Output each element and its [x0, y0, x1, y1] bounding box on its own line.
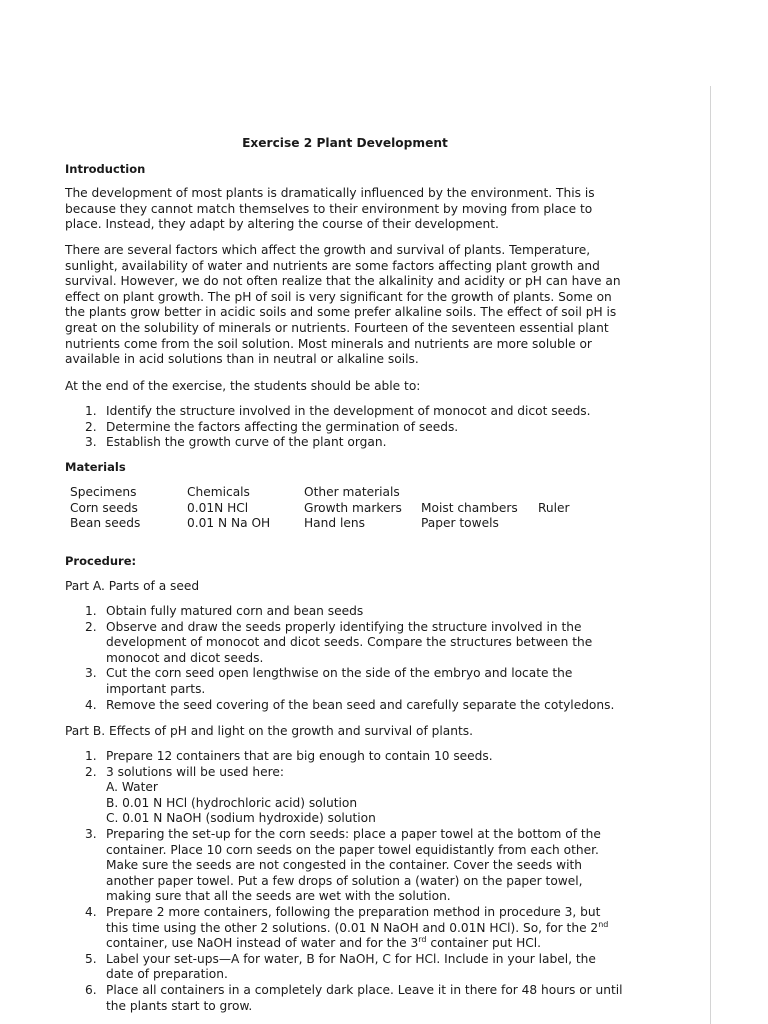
materials-cell: Specimens	[70, 485, 137, 499]
document-title: Exercise 2 Plant Development	[242, 136, 448, 150]
materials-cell	[538, 485, 598, 501]
procedure-step: 2. Observe and draw the seeds properly identifying the structure involved in the development of monocot and dicot seeds. Compare the structures between the monocot and dicot seeds.	[85, 619, 593, 665]
procedure-step: 5. Label your set-ups—A for water, B for NaOH, C for HCl. Include in your label, the date of preparation.	[85, 951, 596, 982]
materials-cell: Bean seeds	[70, 516, 141, 531]
part-b-steps	[65, 749, 625, 1014]
materials-cell: Ruler	[538, 500, 570, 515]
part-a-title: Part A. Parts of a seed	[65, 579, 200, 593]
procedure-step: 2. 3 solutions will be used here: A. Water B. 0.01 N HCl (hydrochloric acid) solution C. 0.01 N NaOH (sodium hydroxide) solution	[65, 765, 625, 827]
part-b-title: Part B. Effects of pH and light on the growth and survival of plants.	[65, 724, 474, 738]
solution-item: A. Water	[106, 780, 158, 795]
introduction-paragraph-2: There are several factors which affect the growth and survival of plants. Temperature, sunlight, availability of water and nutrients are some factors affecting plant growth and survival. However, we do not often realize that the alkalinity and acidity or pH can have an effect on plant growth. The pH of soil is very significant for the growth of plants. Some on the plants grow better in acidic soils and some prefer alkaline soils. The effect of soil pH is great on the solubility of minerals or nutrients. Fourteen of the seventeen essential plant nutrients come from the soil solution. Most minerals and nutrients are more soluble or available in acid solutions than in neutral or alkaline soils.	[65, 243, 621, 367]
materials-table	[70, 485, 598, 532]
materials-row	[70, 501, 598, 517]
materials-cell: Moist chambers	[421, 500, 518, 515]
materials-cell: Paper towels	[421, 516, 499, 531]
materials-cell: 0.01 N Na OH	[187, 516, 271, 531]
introduction-heading: Introduction	[65, 162, 146, 176]
materials-cell: Hand lens	[304, 516, 365, 531]
objective-item: 2. Determine the factors affecting the germination of seeds.	[85, 419, 459, 434]
objective-item: 3. Establish the growth curve of the plant organ.	[85, 435, 387, 450]
materials-cell: Other materials	[304, 485, 400, 499]
procedure-step: 4. Prepare 2 more containers, following the preparation method in procedure 3, but this time using the other 2 solutions. (0.01 N NaOH and 0.01N HCl). So, for the 2nd container, use NaOH instead of water and for the 3rd container put HCl.	[85, 904, 609, 951]
procedure-step: 1. Obtain fully matured corn and bean seeds	[85, 604, 364, 618]
page-edge-divider	[710, 86, 711, 1024]
procedure-step: 1. Prepare 12 containers that are big enough to contain 10 seeds.	[85, 749, 493, 763]
procedure-step: 3. Preparing the set-up for the corn seeds: place a paper towel at the bottom of the container. Place 10 corn seeds on the paper towel equidistantly from each other. Make sure the seeds are not congested in the container. Cover the seeds with another paper towel. Put a few drops of solution a (water) on the paper towel, making sure that all the seeds are wet with the solution.	[85, 826, 601, 904]
materials-row	[70, 485, 598, 501]
materials-cell	[538, 516, 598, 532]
procedure-step: 3. Cut the corn seed open lengthwise on the side of the embryo and locate the important parts.	[85, 666, 573, 696]
materials-heading: Materials	[65, 460, 126, 474]
objectives-list	[65, 404, 625, 451]
objectives-lead: At the end of the exercise, the students should be able to:	[65, 379, 421, 393]
objective-item: 1. Identify the structure involved in the development of monocot and dicot seeds.	[85, 404, 591, 418]
introduction-paragraph-1: The development of most plants is dramatically influenced by the environment. This is because they cannot match themselves to their environment by moving from place to place. Instead, they adapt by altering the course of their development.	[65, 186, 595, 232]
solution-item: B. 0.01 N HCl (hydrochloric acid) solution	[106, 795, 358, 810]
materials-cell: Growth markers	[304, 500, 402, 515]
procedure-heading: Procedure:	[65, 554, 137, 568]
materials-cell	[421, 485, 538, 501]
solutions-list	[106, 780, 625, 827]
part-a-steps	[65, 604, 625, 713]
procedure-step: 6. Place all containers in a completely dark place. Leave it in there for 48 hours or until the plants start to grow.	[85, 982, 623, 1013]
procedure-step: 4. Remove the seed covering of the bean seed and carefully separate the cotyledons.	[85, 697, 615, 712]
materials-cell: Corn seeds	[70, 500, 138, 515]
materials-cell: Chemicals	[187, 485, 250, 499]
materials-row	[70, 516, 598, 532]
solution-item: C. 0.01 N NaOH (sodium hydroxide) solution	[106, 811, 376, 826]
materials-cell: 0.01N HCl	[187, 500, 249, 515]
